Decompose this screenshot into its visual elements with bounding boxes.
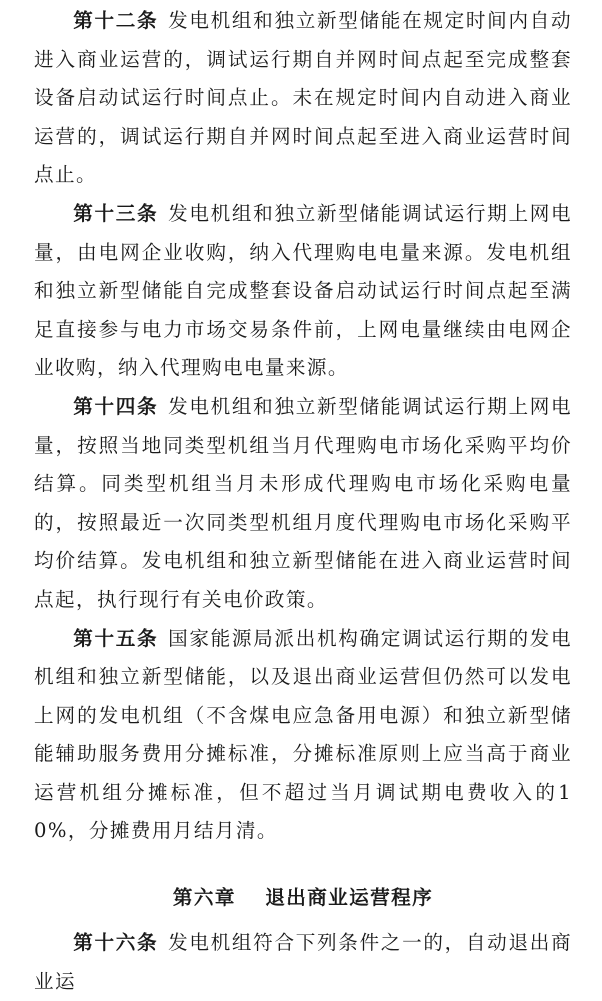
article-13	[34, 195, 572, 388]
article-number: 第十五条	[73, 626, 159, 650]
article-text: 发电机组和独立新型储能调试运行期上网电量，按照当地同类型机组当月代理购电市场化采购平均价结算。同类型机组当月未形成代理购电市场化采购电量的，按照最近一次同类型机组月度代理购电市场化采购平均价结算。发电机组和独立新型储能在进入商业运营时间点起，执行现行有关电价政策。	[34, 394, 572, 611]
article-number: 第十四条	[73, 394, 159, 418]
chapter-heading	[34, 879, 572, 917]
article-text: 国家能源局派出机构确定调试运行期的发电机组和独立新型储能，以及退出商业运营但仍然可以发电上网的发电机组（不含煤电应急备用电源）和独立新型储能辅助服务费用分摊标准，分摊标准原则上应当高于商业运营机组分摊标准，但不超过当月调试期电费收入的10%，分摊费用月结月清。	[34, 626, 572, 843]
article-14	[34, 388, 572, 620]
chapter-number: 第六章	[172, 886, 236, 910]
article-16	[34, 924, 572, 1001]
chapter-title: 退出商业运营程序	[265, 886, 434, 910]
article-text: 发电机组和独立新型储能在规定时间内自动进入商业运营的，调试运行期自并网时间点起至完成整套设备启动试运行时间点止。未在规定时间内自动进入商业运营的，调试运行期自并网时间点起至进入商业运营时间点止。	[34, 9, 572, 187]
article-15	[34, 620, 572, 852]
article-text: 发电机组符合下列条件之一的，自动退出商业运	[34, 931, 572, 993]
article-number: 第十二条	[73, 9, 159, 32]
article-text: 发电机组和独立新型储能调试运行期上网电量，由电网企业收购，纳入代理购电电量来源。发电机组和独立新型储能自完成整套设备启动试运行时间点起至满足直接参与电力市场交易条件前，上网电量继续由电网企业收购，纳入代理购电电量来源。	[34, 201, 572, 380]
article-number: 第十三条	[73, 201, 159, 225]
article-number: 第十六条	[73, 931, 159, 955]
article-12	[34, 2, 572, 195]
